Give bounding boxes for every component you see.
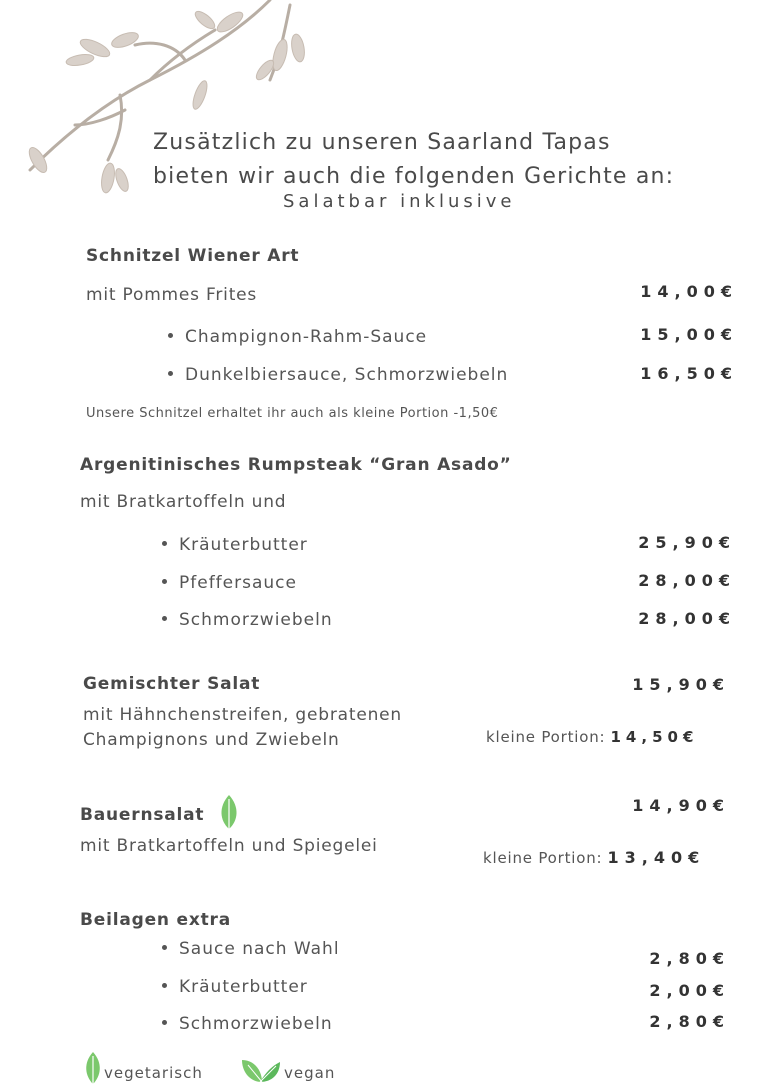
- schnitzel-desc: mit Pommes Frites: [86, 285, 258, 305]
- schnitzel-option-2-price: 16,50€: [640, 364, 738, 383]
- option-label: Kräuterbutter: [179, 535, 308, 555]
- bauern-small-portion: [483, 848, 705, 867]
- small-portion-label: kleine Portion:: [483, 849, 603, 867]
- bullet: [162, 983, 167, 988]
- beilagen-option-1-price: 2,80€: [649, 949, 730, 968]
- bullet: [162, 1020, 167, 1025]
- small-portion-label: kleine Portion:: [486, 728, 606, 746]
- bullet: [162, 541, 167, 546]
- gemischter-title: Gemischter Salat: [83, 674, 261, 694]
- rumpsteak-option-1: [162, 535, 308, 555]
- schnitzel-price: 14,00€: [640, 282, 738, 301]
- gemischter-desc-2: Champignons und Zwiebeln: [83, 730, 340, 750]
- option-label: Dunkelbiersauce, Schmorzwiebeln: [185, 365, 509, 385]
- bullet: [168, 333, 173, 338]
- rumpsteak-desc: mit Bratkartoffeln und: [80, 492, 287, 512]
- bullet: [168, 371, 173, 376]
- vegetarian-leaf-icon: [218, 793, 240, 831]
- beilagen-option-2: [162, 977, 308, 997]
- rumpsteak-option-2: [162, 573, 297, 593]
- option-label: Schmorzwiebeln: [179, 1014, 333, 1034]
- schnitzel-option-1: [168, 327, 427, 347]
- bauern-title: Bauernsalat: [80, 805, 205, 825]
- gemischter-price: 15,90€: [632, 675, 730, 694]
- schnitzel-note: Unsere Schnitzel erhaltet ihr auch als kleine Portion -1,50€: [86, 406, 499, 421]
- legend-vegetarian-label: vegetarisch: [104, 1064, 203, 1082]
- beilagen-option-2-price: 2,00€: [649, 981, 730, 1000]
- intro-line-1: Zusätzlich zu unseren Saarland Tapas: [153, 130, 611, 155]
- option-label: Pfeffersauce: [179, 573, 297, 593]
- option-label: Champignon-Rahm-Sauce: [185, 327, 428, 347]
- rumpsteak-option-2-price: 28,00€: [638, 571, 736, 590]
- legend-vegetarian-leaf-icon: [83, 1050, 103, 1086]
- beilagen-title: Beilagen extra: [80, 910, 232, 930]
- bullet: [162, 579, 167, 584]
- gemischter-desc-1: mit Hähnchenstreifen, gebratenen: [83, 705, 402, 725]
- legend-vegan-label: vegan: [284, 1064, 336, 1082]
- bullet: [162, 945, 167, 950]
- rumpsteak-title: Argenitinisches Rumpsteak “Gran Asado”: [80, 455, 512, 475]
- rumpsteak-option-3: [162, 610, 333, 630]
- intro-line-3: Salatbar inklusive: [283, 191, 516, 212]
- option-label: Schmorzwiebeln: [179, 610, 333, 630]
- rumpsteak-option-3-price: 28,00€: [638, 609, 736, 628]
- bullet: [162, 616, 167, 621]
- beilagen-option-3: [162, 1014, 333, 1034]
- intro-line-2: bieten wir auch die folgenden Gerichte an:: [153, 164, 675, 189]
- schnitzel-option-1-price: 15,00€: [640, 325, 738, 344]
- legend-vegan-leaves-icon: [240, 1056, 282, 1084]
- beilagen-option-1: [162, 939, 340, 959]
- small-portion-price: 13,40€: [607, 848, 706, 867]
- beilagen-option-3-price: 2,80€: [649, 1012, 730, 1031]
- bauern-price: 14,90€: [632, 796, 730, 815]
- gemischter-small-portion: [486, 727, 698, 746]
- small-portion-price: 14,50€: [610, 728, 699, 746]
- option-label: Kräuterbutter: [179, 977, 308, 997]
- schnitzel-title: Schnitzel Wiener Art: [86, 246, 300, 266]
- rumpsteak-option-1-price: 25,90€: [638, 533, 736, 552]
- option-label: Sauce nach Wahl: [179, 939, 340, 959]
- schnitzel-option-2: [168, 365, 508, 385]
- bauern-desc: mit Bratkartoffeln und Spiegelei: [80, 836, 378, 856]
